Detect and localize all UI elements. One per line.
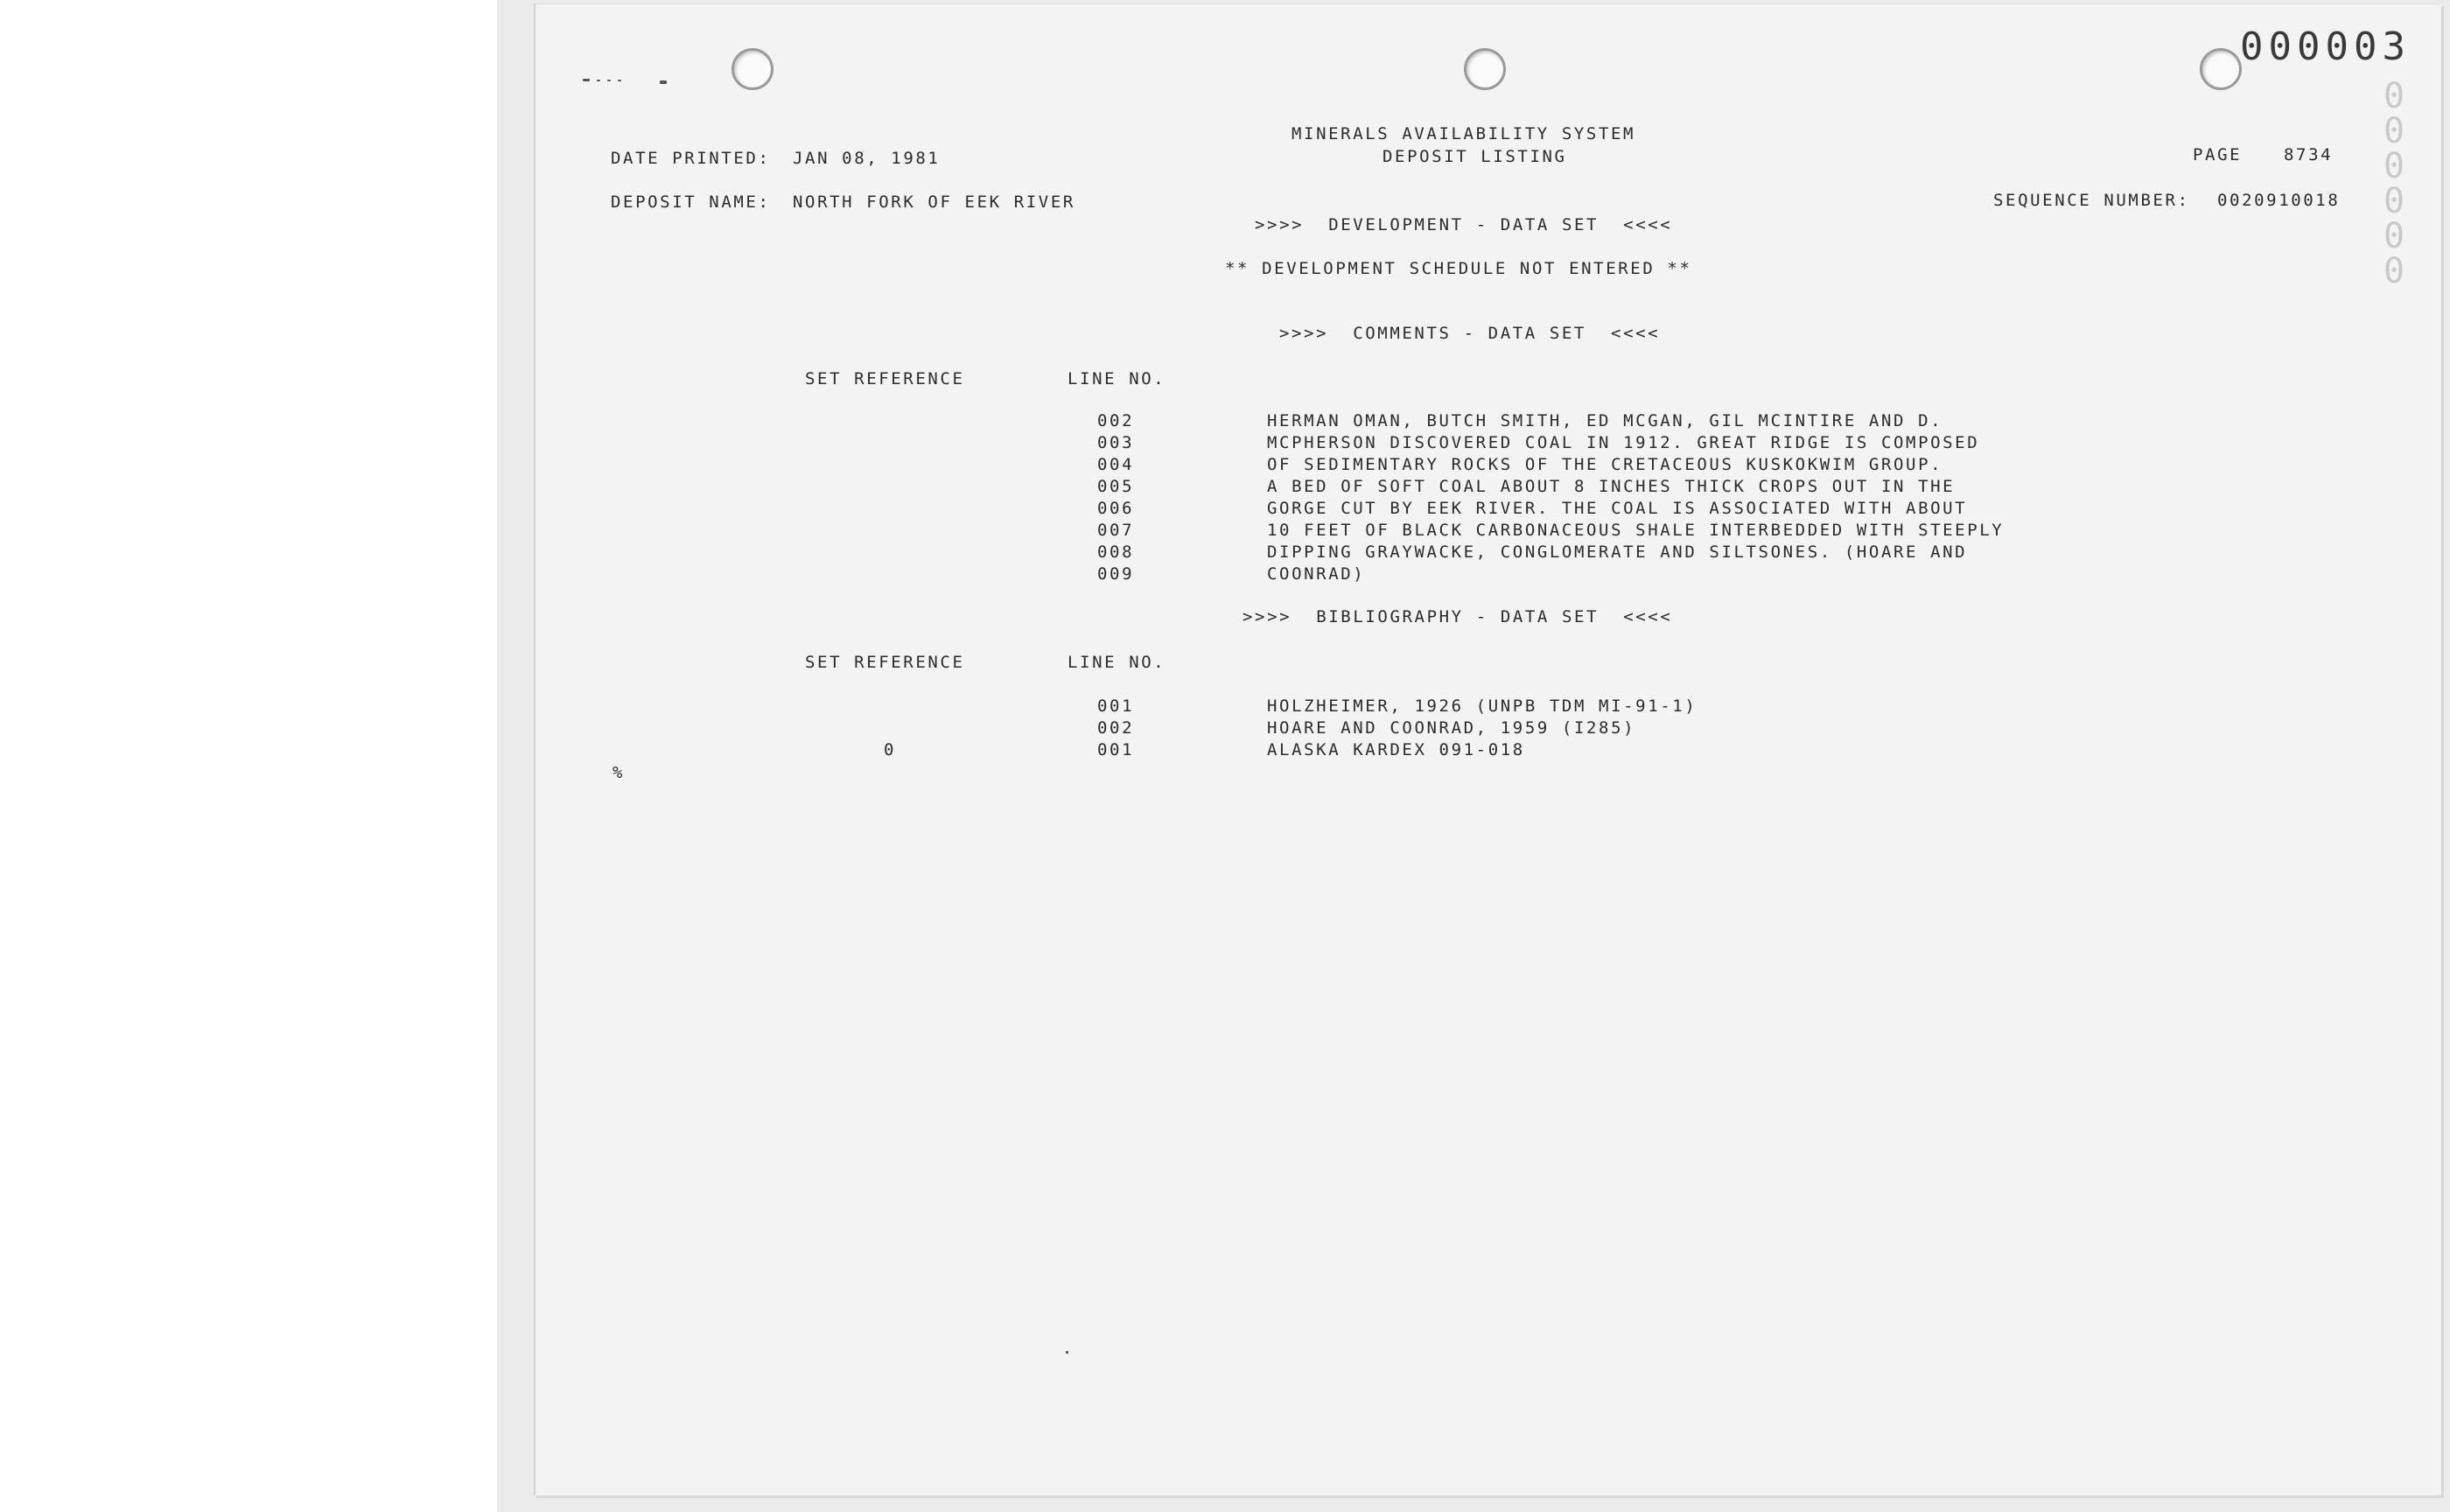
listing-title: DEPOSIT LISTING <box>1382 147 1567 166</box>
page-label: PAGE <box>2193 145 2243 164</box>
page-number: 8734 <box>2284 145 2334 164</box>
line-number: 001 <box>1097 740 1135 760</box>
deposit-name-value: NORTH FORK OF EEK RIVER <box>793 192 1075 212</box>
stray-mark <box>618 80 621 81</box>
comment-text: A BED OF SOFT COAL ABOUT 8 INCHES THICK CROPS OUT IN THE <box>1267 477 1956 496</box>
development-section-title: >>>> DEVELOPMENT - DATA SET <<<< <box>1255 215 1673 234</box>
bibliography-set-reference-header: SET REFERENCE <box>805 653 965 672</box>
comment-text: GORGE CUT BY EEK RIVER. THE COAL IS ASSOCIATED WITH ABOUT <box>1267 499 1968 518</box>
punch-hole-left <box>732 48 774 90</box>
comment-text: MCPHERSON DISCOVERED COAL IN 1912. GREAT RIDGE IS COMPOSED <box>1267 433 1980 452</box>
end-of-listing-marker: % <box>612 763 626 782</box>
comments-line-no-header: LINE NO. <box>1068 369 1166 388</box>
comments-section-title: >>>> COMMENTS - DATA SET <<<< <box>1279 324 1661 343</box>
comment-text: 10 FEET OF BLACK CARBONACEOUS SHALE INTERBEDDED WITH STEEPLY <box>1267 521 2005 540</box>
comment-text: DIPPING GRAYWACKE, CONGLOMERATE AND SILTSONES. (HOARE AND <box>1267 542 1968 562</box>
line-number: 007 <box>1097 521 1135 540</box>
bibliography-section-title: >>>> BIBLIOGRAPHY - DATA SET <<<< <box>1242 607 1673 626</box>
comment-text: OF SEDIMENTARY ROCKS OF THE CRETACEOUS KUSKOKWIM GROUP. <box>1267 455 1943 474</box>
line-number: 001 <box>1097 696 1135 716</box>
date-printed-label: DATE PRINTED: <box>611 149 771 168</box>
system-title: MINERALS AVAILABILITY SYSTEM <box>1292 124 1636 144</box>
ghost-stamp: 000000 <box>2383 76 2405 291</box>
sequence-number-label: SEQUENCE NUMBER: <box>1993 191 2190 210</box>
line-number: 008 <box>1097 542 1135 562</box>
bibliography-line-no-header: LINE NO. <box>1068 653 1166 672</box>
stray-mark <box>607 80 611 81</box>
development-schedule-note: ** DEVELOPMENT SCHEDULE NOT ENTERED ** <box>1225 259 1692 278</box>
page-stamp: 000003 <box>2240 24 2411 69</box>
line-number: 005 <box>1097 477 1135 496</box>
line-number: 003 <box>1097 433 1135 452</box>
line-number: 002 <box>1097 411 1135 430</box>
comment-text: COONRAD) <box>1267 564 1366 584</box>
bibliography-text: HOLZHEIMER, 1926 (UNPB TDM MI-91-1) <box>1267 696 1698 716</box>
comments-set-reference-header: SET REFERENCE <box>805 369 965 388</box>
comment-text: HERMAN OMAN, BUTCH SMITH, ED MCGAN, GIL MCINTIRE AND D. <box>1267 411 1943 430</box>
sequence-number-value: 0020910018 <box>2217 191 2341 210</box>
line-number: 004 <box>1097 455 1135 474</box>
deposit-name-label: DEPOSIT NAME: <box>611 192 771 212</box>
punch-hole-middle <box>1464 48 1506 90</box>
punch-hole-right <box>2200 48 2242 90</box>
stray-mark <box>660 80 667 84</box>
date-printed-value: JAN 08, 1981 <box>793 149 941 168</box>
bibliography-text: HOARE AND COONRAD, 1959 (I285) <box>1267 718 1636 738</box>
line-number: 009 <box>1097 564 1135 584</box>
line-number: 006 <box>1097 499 1135 518</box>
line-number: 002 <box>1097 718 1135 738</box>
set-reference: 0 <box>884 740 897 760</box>
bibliography-text: ALASKA KARDEX 091-018 <box>1267 740 1525 760</box>
stray-mark <box>583 79 590 81</box>
stray-mark <box>597 80 600 81</box>
stray-mark <box>1066 1351 1068 1354</box>
